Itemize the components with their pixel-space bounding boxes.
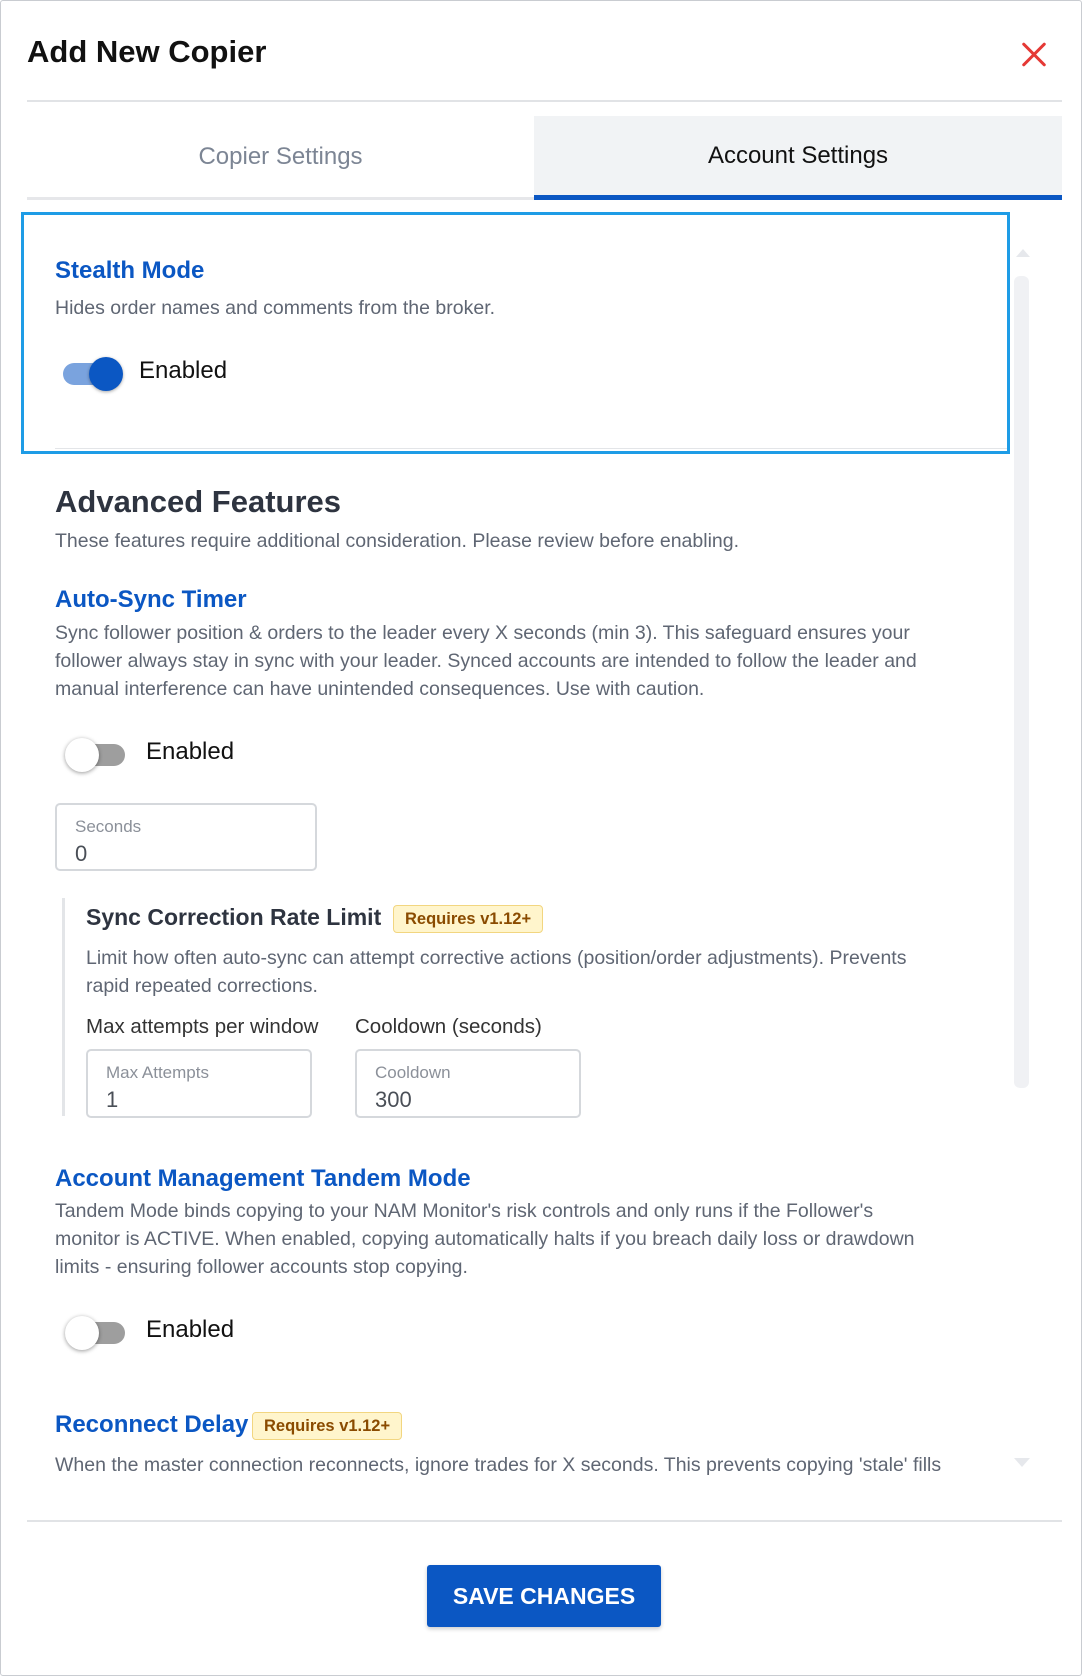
auto-sync-toggle[interactable] bbox=[65, 732, 129, 772]
rate-limit-title: Sync Correction Rate Limit bbox=[86, 904, 382, 930]
reconnect-delay-description: When the master connection reconnects, ignore trades for X seconds. This prevents copying 'stale' fills bbox=[55, 1454, 942, 1476]
tab-copier-settings[interactable]: Copier Settings bbox=[27, 116, 534, 200]
tandem-mode-description-line: monitor is ACTIVE. When enabled, copying automatically halts if you breach daily loss or drawdown bbox=[55, 1228, 915, 1250]
tandem-mode-title: Account Management Tandem Mode bbox=[55, 1165, 471, 1192]
stealth-mode-toggle[interactable] bbox=[59, 351, 123, 391]
tandem-mode-toggle[interactable] bbox=[65, 1310, 129, 1350]
seconds-field[interactable] bbox=[55, 803, 317, 871]
auto-sync-toggle-label: Enabled bbox=[146, 738, 235, 765]
max-attempts-heading: Max attempts per window bbox=[86, 1015, 319, 1038]
cooldown-field-label: Cooldown bbox=[375, 1063, 451, 1082]
toggle-thumb bbox=[65, 1316, 99, 1350]
stealth-mode-title: Stealth Mode bbox=[55, 257, 205, 284]
reconnect-delay-title: Reconnect Delay bbox=[55, 1411, 249, 1438]
tandem-mode-toggle-label: Enabled bbox=[146, 1316, 235, 1343]
auto-sync-description bbox=[55, 619, 917, 703]
max-attempts-field[interactable] bbox=[86, 1049, 312, 1118]
stealth-mode-highlight bbox=[21, 212, 1010, 454]
tandem-mode-description-line: Tandem Mode binds copying to your NAM Monitor's risk controls and only runs if the Follower's bbox=[55, 1200, 874, 1222]
auto-sync-description-line: manual interference can have unintended consequences. Use with caution. bbox=[55, 678, 705, 700]
rate-limit-description bbox=[86, 944, 906, 1000]
auto-sync-description-line: Sync follower position & orders to the leader every X seconds (min 3). This safeguard ensures your bbox=[55, 622, 910, 644]
max-attempts-input[interactable] bbox=[106, 1087, 306, 1113]
cooldown-heading: Cooldown (seconds) bbox=[355, 1015, 542, 1038]
advanced-features-description: These features require additional consideration. Please review before enabling. bbox=[55, 530, 740, 552]
tandem-mode-description bbox=[55, 1197, 915, 1281]
dialog-title: Add New Copier bbox=[27, 34, 267, 69]
scrollbar[interactable] bbox=[1014, 276, 1029, 1088]
tandem-mode-description-line: limits - ensuring follower accounts stop copying. bbox=[55, 1256, 468, 1278]
header-divider bbox=[27, 100, 1062, 102]
seconds-input[interactable] bbox=[75, 841, 275, 867]
max-attempts-field-label: Max Attempts bbox=[106, 1063, 209, 1082]
rate-limit-description-line: rapid repeated corrections. bbox=[86, 975, 318, 997]
stealth-mode-description: Hides order names and comments from the broker. bbox=[55, 297, 496, 319]
save-changes-button[interactable]: SAVE CHANGES bbox=[427, 1565, 661, 1627]
scroll-down-arrow-icon[interactable] bbox=[1014, 1458, 1030, 1467]
requires-version-badge: Requires v1.12+ bbox=[252, 1412, 402, 1440]
auto-sync-title: Auto-Sync Timer bbox=[55, 586, 247, 613]
rate-limit-group-rule bbox=[62, 898, 65, 1116]
advanced-features-heading: Advanced Features bbox=[55, 484, 341, 519]
cooldown-input[interactable] bbox=[375, 1087, 575, 1113]
cooldown-field[interactable] bbox=[355, 1049, 581, 1118]
stealth-mode-toggle-label: Enabled bbox=[139, 357, 228, 384]
section-divider bbox=[55, 448, 1007, 449]
toggle-thumb bbox=[65, 738, 99, 772]
tab-account-settings[interactable]: Account Settings bbox=[534, 116, 1062, 200]
close-icon[interactable] bbox=[1014, 35, 1054, 75]
seconds-field-label: Seconds bbox=[75, 817, 142, 836]
rate-limit-description-line: Limit how often auto-sync can attempt corrective actions (position/order adjustments). Prevents bbox=[86, 947, 907, 969]
scroll-up-arrow-icon[interactable] bbox=[1016, 249, 1030, 257]
requires-version-badge: Requires v1.12+ bbox=[393, 905, 543, 933]
footer-divider bbox=[27, 1520, 1062, 1522]
auto-sync-description-line: follower always stay in sync with your leader. Synced accounts are intended to follow the leader and bbox=[55, 650, 917, 672]
toggle-thumb bbox=[89, 357, 123, 391]
tab-bar bbox=[27, 116, 1062, 200]
